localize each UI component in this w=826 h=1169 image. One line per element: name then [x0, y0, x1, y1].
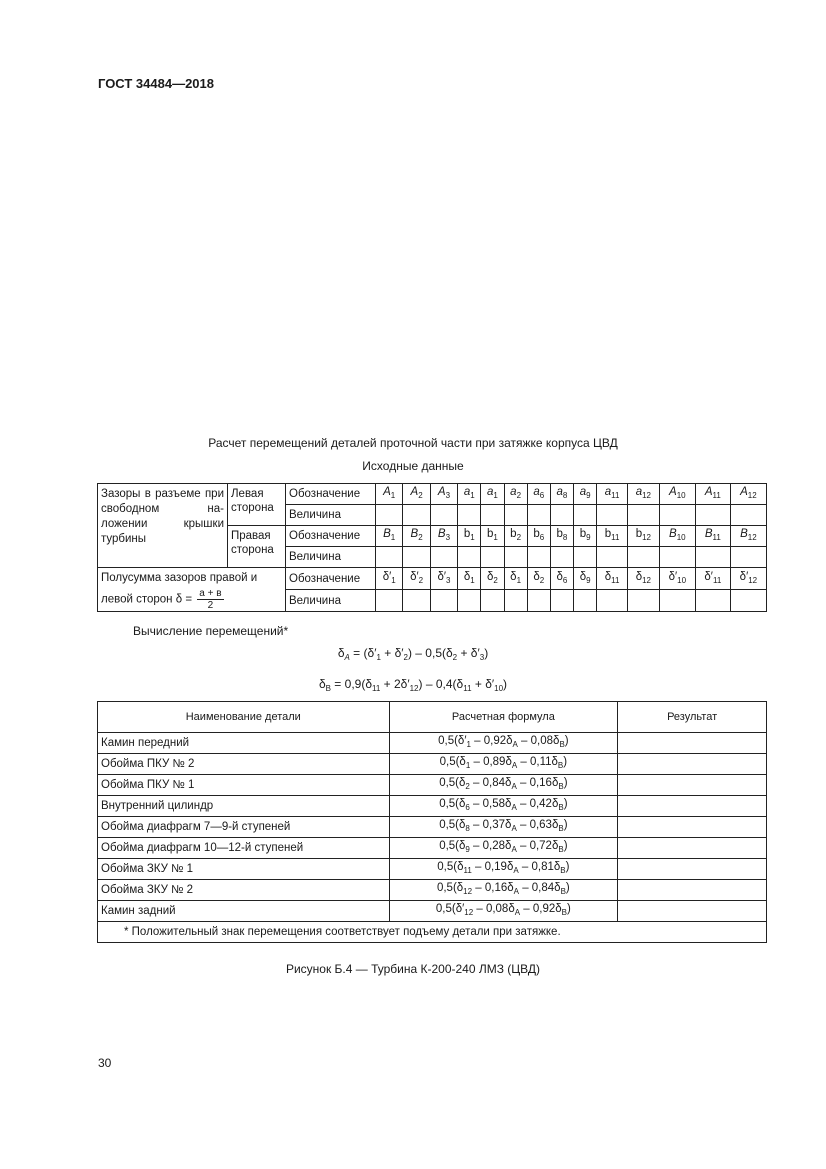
part-formula: $0,5(\delta'_{12} - 0,08\delta_А - 0,92\delta_В)$	[389, 901, 618, 922]
part-result	[618, 817, 767, 838]
left-symbol: $A_1$	[376, 484, 403, 505]
part-name: Обойма ЗКУ № 1	[98, 859, 390, 880]
right-symbol: $B_1$	[376, 526, 403, 547]
right-symbol: $B_2$	[403, 526, 430, 547]
left-symbol: $a_8$	[550, 484, 573, 505]
right-symbol: $b_8$	[550, 526, 573, 547]
part-name: Обойма ЗКУ № 2	[98, 880, 390, 901]
delta-symbol: $\delta'_{10}$	[659, 568, 695, 590]
designation-label: Обозначение	[286, 568, 376, 590]
left-symbol: $a_1$	[458, 484, 481, 505]
delta-symbol: $\delta_6$	[550, 568, 573, 590]
table-row	[98, 880, 767, 901]
table-row	[98, 838, 767, 859]
left-side-label: Левая сторона	[228, 484, 286, 526]
table-row	[98, 733, 767, 754]
right-side-label: Правая сторона	[228, 526, 286, 568]
left-symbol: $A_{11}$	[695, 484, 730, 505]
document-header: ГОСТ 34484—2018	[98, 76, 214, 91]
header-part-name: Наименование детали	[98, 702, 390, 733]
part-name: Обойма ПКУ № 1	[98, 775, 390, 796]
part-name: Обойма ПКУ № 2	[98, 754, 390, 775]
delta-symbol: $\delta'_1$	[376, 568, 403, 590]
value-label: Величина	[286, 505, 376, 526]
left-symbol: $a_{12}$	[627, 484, 659, 505]
page-number: 30	[98, 1056, 112, 1070]
calc-title: Вычисление перемещений*	[133, 624, 289, 638]
right-symbol: $B_{10}$	[659, 526, 695, 547]
part-result	[618, 859, 767, 880]
part-name: Внутренний цилиндр	[98, 796, 390, 817]
designation-label: Обозначение	[286, 526, 376, 547]
delta-symbol: $\delta_1$	[504, 568, 527, 590]
left-symbol: $a_6$	[527, 484, 550, 505]
left-symbol: $a_{11}$	[597, 484, 628, 505]
delta-symbol: $\delta_2$	[481, 568, 504, 590]
part-formula: $0,5(\delta_{12} - 0,16\delta_А - 0,84\delta_В)$	[389, 880, 618, 901]
source-data-table	[97, 483, 767, 612]
section-title: Расчет перемещений деталей проточной части при затяжке корпуса ЦВД	[208, 436, 618, 450]
part-formula: $0,5(\delta_1 - 0,89\delta_А - 0,11\delta_В)$	[389, 754, 618, 775]
table-row	[98, 817, 767, 838]
delta-symbol: $\delta'_{12}$	[730, 568, 766, 590]
left-symbol: $a_1$	[481, 484, 504, 505]
part-formula: $0,5(\delta_{11} - 0,19\delta_А - 0,81\delta_В)$	[389, 859, 618, 880]
right-symbol: $B_{11}$	[695, 526, 730, 547]
left-symbol: $A_3$	[430, 484, 457, 505]
part-result	[618, 796, 767, 817]
right-symbol: $B_{12}$	[730, 526, 766, 547]
part-result	[618, 754, 767, 775]
left-symbol: $A_{12}$	[730, 484, 766, 505]
gaps-label: Зазоры в разъеме при свободном на-ложении крышки турбины	[98, 484, 228, 568]
part-formula: $0,5(\delta_6 - 0,58\delta_А - 0,42\delta_В)$	[389, 796, 618, 817]
part-result	[618, 775, 767, 796]
delta-symbol: $\delta'_3$	[430, 568, 457, 590]
right-symbol: $b_1$	[481, 526, 504, 547]
table-row	[98, 754, 767, 775]
part-name: Обойма диафрагм 7—9-й ступеней	[98, 817, 390, 838]
header-formula: Расчетная формула	[389, 702, 618, 733]
delta-symbol: $\delta_9$	[574, 568, 597, 590]
part-formula: $0,5(\delta_9 - 0,28\delta_А - 0,72\delta_В)$	[389, 838, 618, 859]
part-result	[618, 733, 767, 754]
right-symbol: $b_6$	[527, 526, 550, 547]
part-formula: $0,5(\delta_8 - 0,37\delta_А - 0,63\delta_В)$	[389, 817, 618, 838]
delta-symbol: $\delta_2$	[527, 568, 550, 590]
value-label: Величина	[286, 547, 376, 568]
formula-delta-a: $\delta_A = (\delta'_1 + \delta'_2) - 0,5(\delta_2 + \delta'_3)$	[337, 646, 489, 662]
table-row	[98, 796, 767, 817]
part-result	[618, 838, 767, 859]
part-name: Камин передний	[98, 733, 390, 754]
left-symbol: $a_9$	[574, 484, 597, 505]
right-symbol: $b_{11}$	[597, 526, 628, 547]
delta-symbol: $\delta'_2$	[403, 568, 430, 590]
part-name: Обойма диафрагм 10—12-й ступеней	[98, 838, 390, 859]
figure-caption: Рисунок Б.4 — Турбина К-200-240 ЛМЗ (ЦВД)	[285, 962, 541, 976]
footnote: * Положительный знак перемещения соответствует подъему детали при затяжке.	[98, 922, 767, 943]
left-symbol: $a_2$	[504, 484, 527, 505]
part-formula: $0,5(\delta_2 - 0,84\delta_А - 0,16\delta_В)$	[389, 775, 618, 796]
delta-symbol: $\delta_1$	[458, 568, 481, 590]
left-symbol: $A_2$	[403, 484, 430, 505]
delta-symbol: $\delta_{12}$	[627, 568, 659, 590]
right-symbol: $b_9$	[574, 526, 597, 547]
part-name: Камин задний	[98, 901, 390, 922]
part-result	[618, 880, 767, 901]
delta-symbol: $\delta'_{11}$	[695, 568, 730, 590]
displacement-table	[97, 701, 767, 943]
right-symbol: $b_2$	[504, 526, 527, 547]
delta-symbol: $\delta_{11}$	[597, 568, 628, 590]
part-formula: $0,5(\delta'_1 - 0,92\delta_А - 0,08\delta_В)$	[389, 733, 618, 754]
right-symbol: $B_3$	[430, 526, 457, 547]
table-row	[98, 775, 767, 796]
right-symbol: $b_1$	[458, 526, 481, 547]
halfsum-label: Полусумма зазоров правой и левой сторон δ = $\frac{а + в}{2}$	[98, 568, 286, 612]
right-symbol: $b_{12}$	[627, 526, 659, 547]
part-result	[618, 901, 767, 922]
designation-label: Обозначение	[286, 484, 376, 505]
table-row	[98, 859, 767, 880]
header-result: Результат	[618, 702, 767, 733]
table-row	[98, 901, 767, 922]
section-subtitle: Исходные данные	[362, 459, 464, 473]
formula-delta-b: $\delta_В = 0,9(\delta_{11} + 2\delta'_{12}) - 0,4(\delta_{11} + \delta'_{10})$	[318, 677, 508, 693]
value-label: Величина	[286, 590, 376, 612]
left-symbol: $A_{10}$	[659, 484, 695, 505]
halfsum-fraction: $\frac{а + в}{2}$	[199, 588, 222, 611]
